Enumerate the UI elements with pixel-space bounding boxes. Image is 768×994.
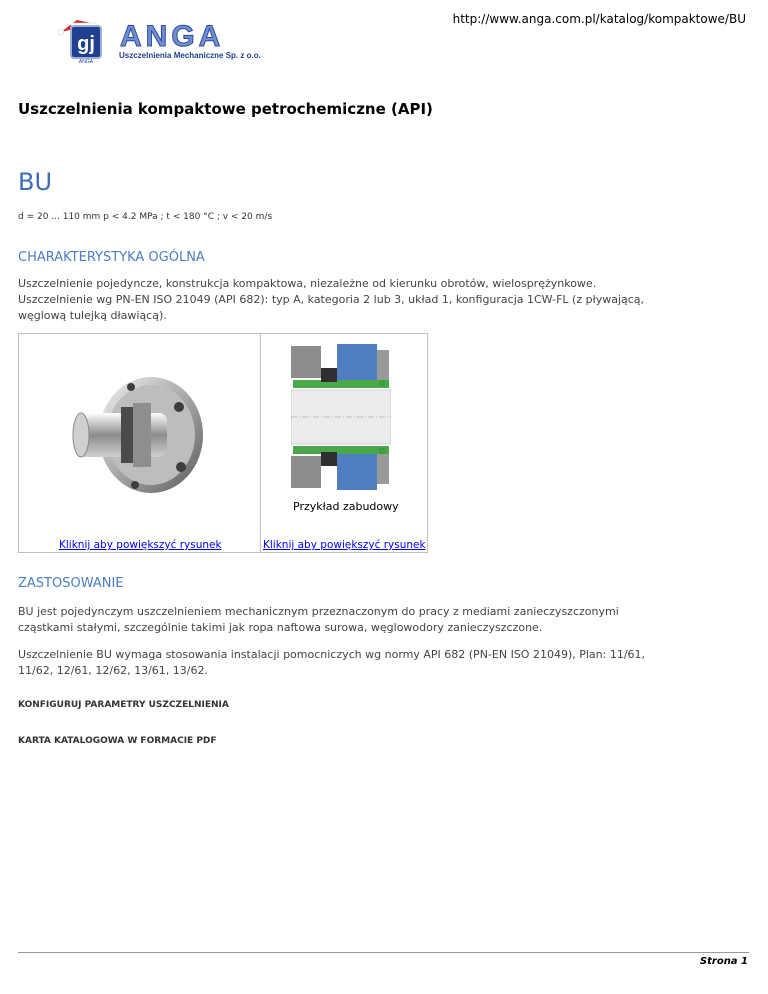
logo-wordmark: ANGA <box>120 20 225 53</box>
company-name: Uszczelnienia Mechaniczne Sp. z o.o. <box>119 51 261 60</box>
enlarge-photo-link[interactable]: Kliknij aby powiększyć rysunek <box>59 539 222 551</box>
table-divider <box>260 334 261 552</box>
page-url: http://www.anga.com.pl/katalog/kompaktowe/BU <box>452 12 746 26</box>
anga-logo[interactable] <box>55 14 280 66</box>
pdf-catalog-link[interactable]: KARTA KATALOGOWA W FORMACIE PDF <box>18 736 217 746</box>
footer-divider <box>18 952 749 953</box>
general-heading: CHARAKTERYSTYKA OGÓLNA <box>18 250 205 265</box>
enlarge-drawing-link[interactable]: Kliknij aby powiększyć rysunek <box>263 539 426 551</box>
application-heading: ZASTOSOWANIE <box>18 576 124 591</box>
installation-caption: Przykład zabudowy <box>293 500 399 513</box>
application-text-2: Uszczelnienie BU wymaga stosowania instalacji pomocniczych wg normy API 682 (PN-EN ISO 21049), Plan: 11/61, 11/62, 12/61, 12/62, 13/61, 13/62. <box>18 648 646 677</box>
section-title: Uszczelnienia kompaktowe petrochemiczne (API) <box>18 100 433 118</box>
application-text-1: BU jest pojedynczym uszczelnieniem mechanicznym przeznaczonym do pracy z mediami zanieczyszczonymi cząstkami stałymi, szczególnie takimi jak ropa naftowa surowa, węglowodory zanieczyszczone. <box>18 605 619 634</box>
svg-text:gj: gj <box>77 33 95 55</box>
svg-text:ANGA: ANGA <box>78 59 94 65</box>
configure-link[interactable]: KONFIGURUJ PARAMETRY USZCZELNIENIA <box>18 700 229 710</box>
product-name: BU <box>18 168 53 196</box>
image-table <box>18 333 428 553</box>
installation-drawing-image[interactable] <box>291 342 391 492</box>
general-text: Uszczelnienie pojedyncze, konstrukcja kompaktowa, niezależne od kierunku obrotów, wielosprężynkowe. Uszczelnienie wg PN-EN ISO 21049 (API 682): typ A, kategoria 2 lub 3, układ 1, konfiguracja 1CW-FL (z pływającą, węglową tulejką dławiącą). <box>18 277 645 322</box>
logo-emblem-icon <box>55 14 125 66</box>
product-params: d = 20 ... 110 mm p < 4.2 MPa ; t < 180 °C ; v < 20 m/s <box>18 212 273 222</box>
seal-photo-image[interactable] <box>69 367 209 497</box>
page-number: Strona 1 <box>699 956 748 967</box>
